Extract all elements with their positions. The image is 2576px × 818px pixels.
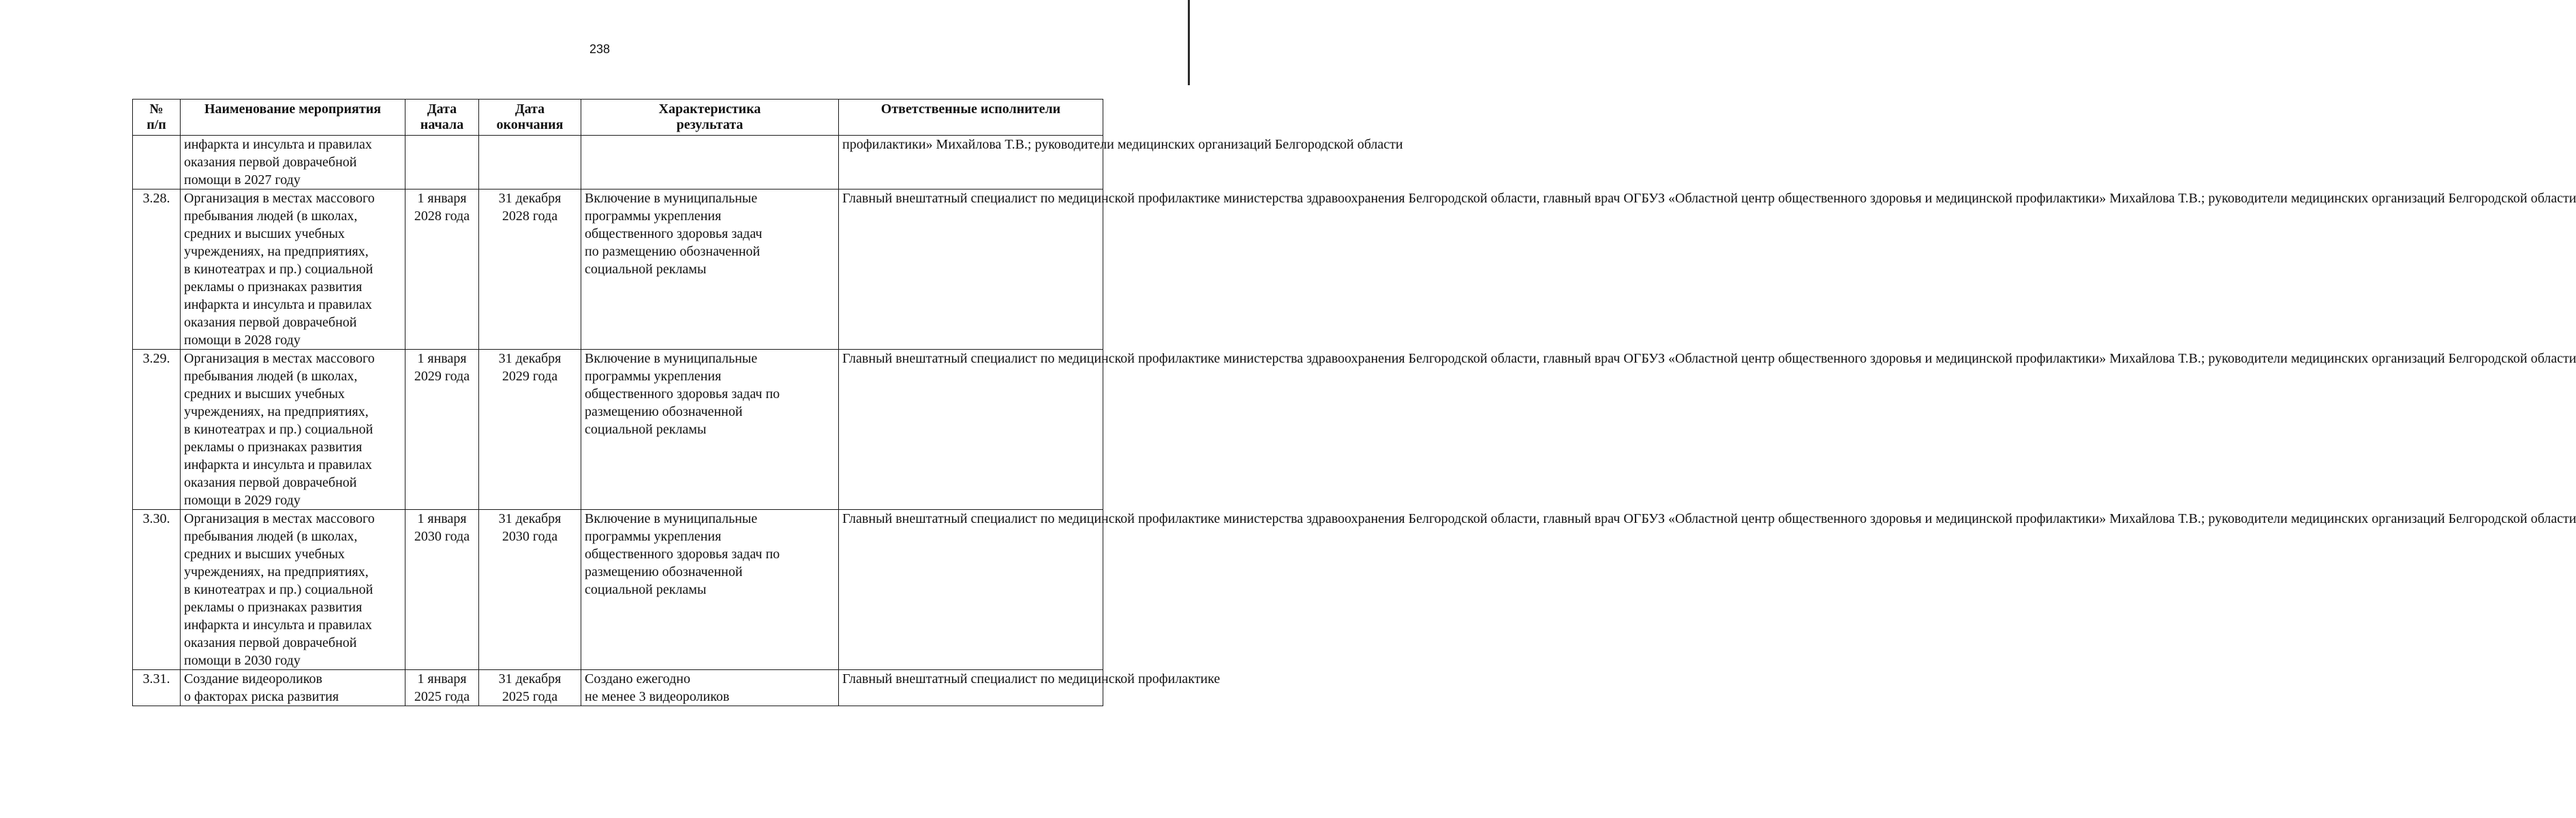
table-row: [133, 350, 1103, 510]
row-number: 3.28.: [133, 190, 181, 350]
end-date: 31 декабря 2029 года: [479, 350, 581, 510]
row-number: 3.30.: [133, 510, 181, 670]
scan-edge-mark: [1188, 0, 1190, 85]
result-description: Включение в муниципальные программы укрепления общественного здоровья задач по размещению обозначенной социальной рекламы: [581, 510, 839, 670]
header-result: Характеристика результата: [581, 100, 839, 136]
table-row: [133, 510, 1103, 670]
result-description: Включение в муниципальные программы укрепления общественного здоровья задач по размещению обозначенной социальной рекламы: [581, 350, 839, 510]
start-date: 1 января 2030 года: [405, 510, 479, 670]
event-name: Организация в местах массового пребывания людей (в школах, средних и высших учебных учреждениях, на предприятиях, в кинотеатрах и пр.) социальной рекламы о признаках развития инфаркта и инсульта и правилах оказания первой доврачебной помощи в 2028 году: [181, 190, 405, 350]
end-date: [479, 136, 581, 190]
event-name: Создание видеороликов о факторах риска развития: [181, 670, 405, 706]
end-date: 31 декабря 2028 года: [479, 190, 581, 350]
table-row: [133, 136, 1103, 190]
header-executors: Ответственные исполнители: [839, 100, 1103, 136]
event-name: Организация в местах массового пребывания людей (в школах, средних и высших учебных учреждениях, на предприятиях, в кинотеатрах и пр.) социальной рекламы о признаках развития инфаркта и инсульта и правилах оказания первой доврачебной помощи в 2029 году: [181, 350, 405, 510]
responsible-executors: Главный внештатный специалист по медицинской профилактике министерства здравоохранения Белгородской области, главный врач ОГБУЗ «Областной центр общественного здоровья и медицинской профилактики» Михайлова Т.В.; руководители медицинских организаций Белгородской области: [839, 350, 1103, 510]
row-number: 3.29.: [133, 350, 181, 510]
events-table: [132, 99, 2576, 706]
start-date: 1 января 2028 года: [405, 190, 479, 350]
responsible-executors: Главный внештатный специалист по медицинской профилактике: [839, 670, 1103, 706]
header-end-date: Дата окончания: [479, 100, 581, 136]
row-number: 3.31.: [133, 670, 181, 706]
result-description: Включение в муниципальные программы укрепления общественного здоровья задач по размещению обозначенной социальной рекламы: [581, 190, 839, 350]
responsible-executors: профилактики» Михайлова Т.В.; руководители медицинских организаций Белгородской области: [839, 136, 1103, 190]
result-description: [581, 136, 839, 190]
page-number: 238: [589, 42, 611, 56]
event-name: инфаркта и инсульта и правилах оказания первой доврачебной помощи в 2027 году: [181, 136, 405, 190]
start-date: 1 января 2025 года: [405, 670, 479, 706]
responsible-executors: Главный внештатный специалист по медицинской профилактике министерства здравоохранения Белгородской области, главный врач ОГБУЗ «Областной центр общественного здоровья и медицинской профилактики» Михайлова Т.В.; руководители медицинских организаций Белгородской области: [839, 510, 1103, 670]
event-name: Организация в местах массового пребывания людей (в школах, средних и высших учебных учреждениях, на предприятиях, в кинотеатрах и пр.) социальной рекламы о признаках развития инфаркта и инсульта и правилах оказания первой доврачебной помощи в 2030 году: [181, 510, 405, 670]
responsible-executors: Главный внештатный специалист по медицинской профилактике министерства здравоохранения Белгородской области, главный врач ОГБУЗ «Областной центр общественного здоровья и медицинской профилактики» Михайлова Т.В.; руководители медицинских организаций Белгородской области: [839, 190, 1103, 350]
end-date: 31 декабря 2025 года: [479, 670, 581, 706]
header-number: № п/п: [133, 100, 181, 136]
table-header-row: [133, 100, 1103, 136]
table-row: [133, 190, 1103, 350]
row-number: [133, 136, 181, 190]
start-date: [405, 136, 479, 190]
start-date: 1 января 2029 года: [405, 350, 479, 510]
table-row: [133, 670, 1103, 706]
header-event-name: Наименование мероприятия: [181, 100, 405, 136]
end-date: 31 декабря 2030 года: [479, 510, 581, 670]
header-start-date: Дата начала: [405, 100, 479, 136]
result-description: Создано ежегодно не менее 3 видеороликов: [581, 670, 839, 706]
